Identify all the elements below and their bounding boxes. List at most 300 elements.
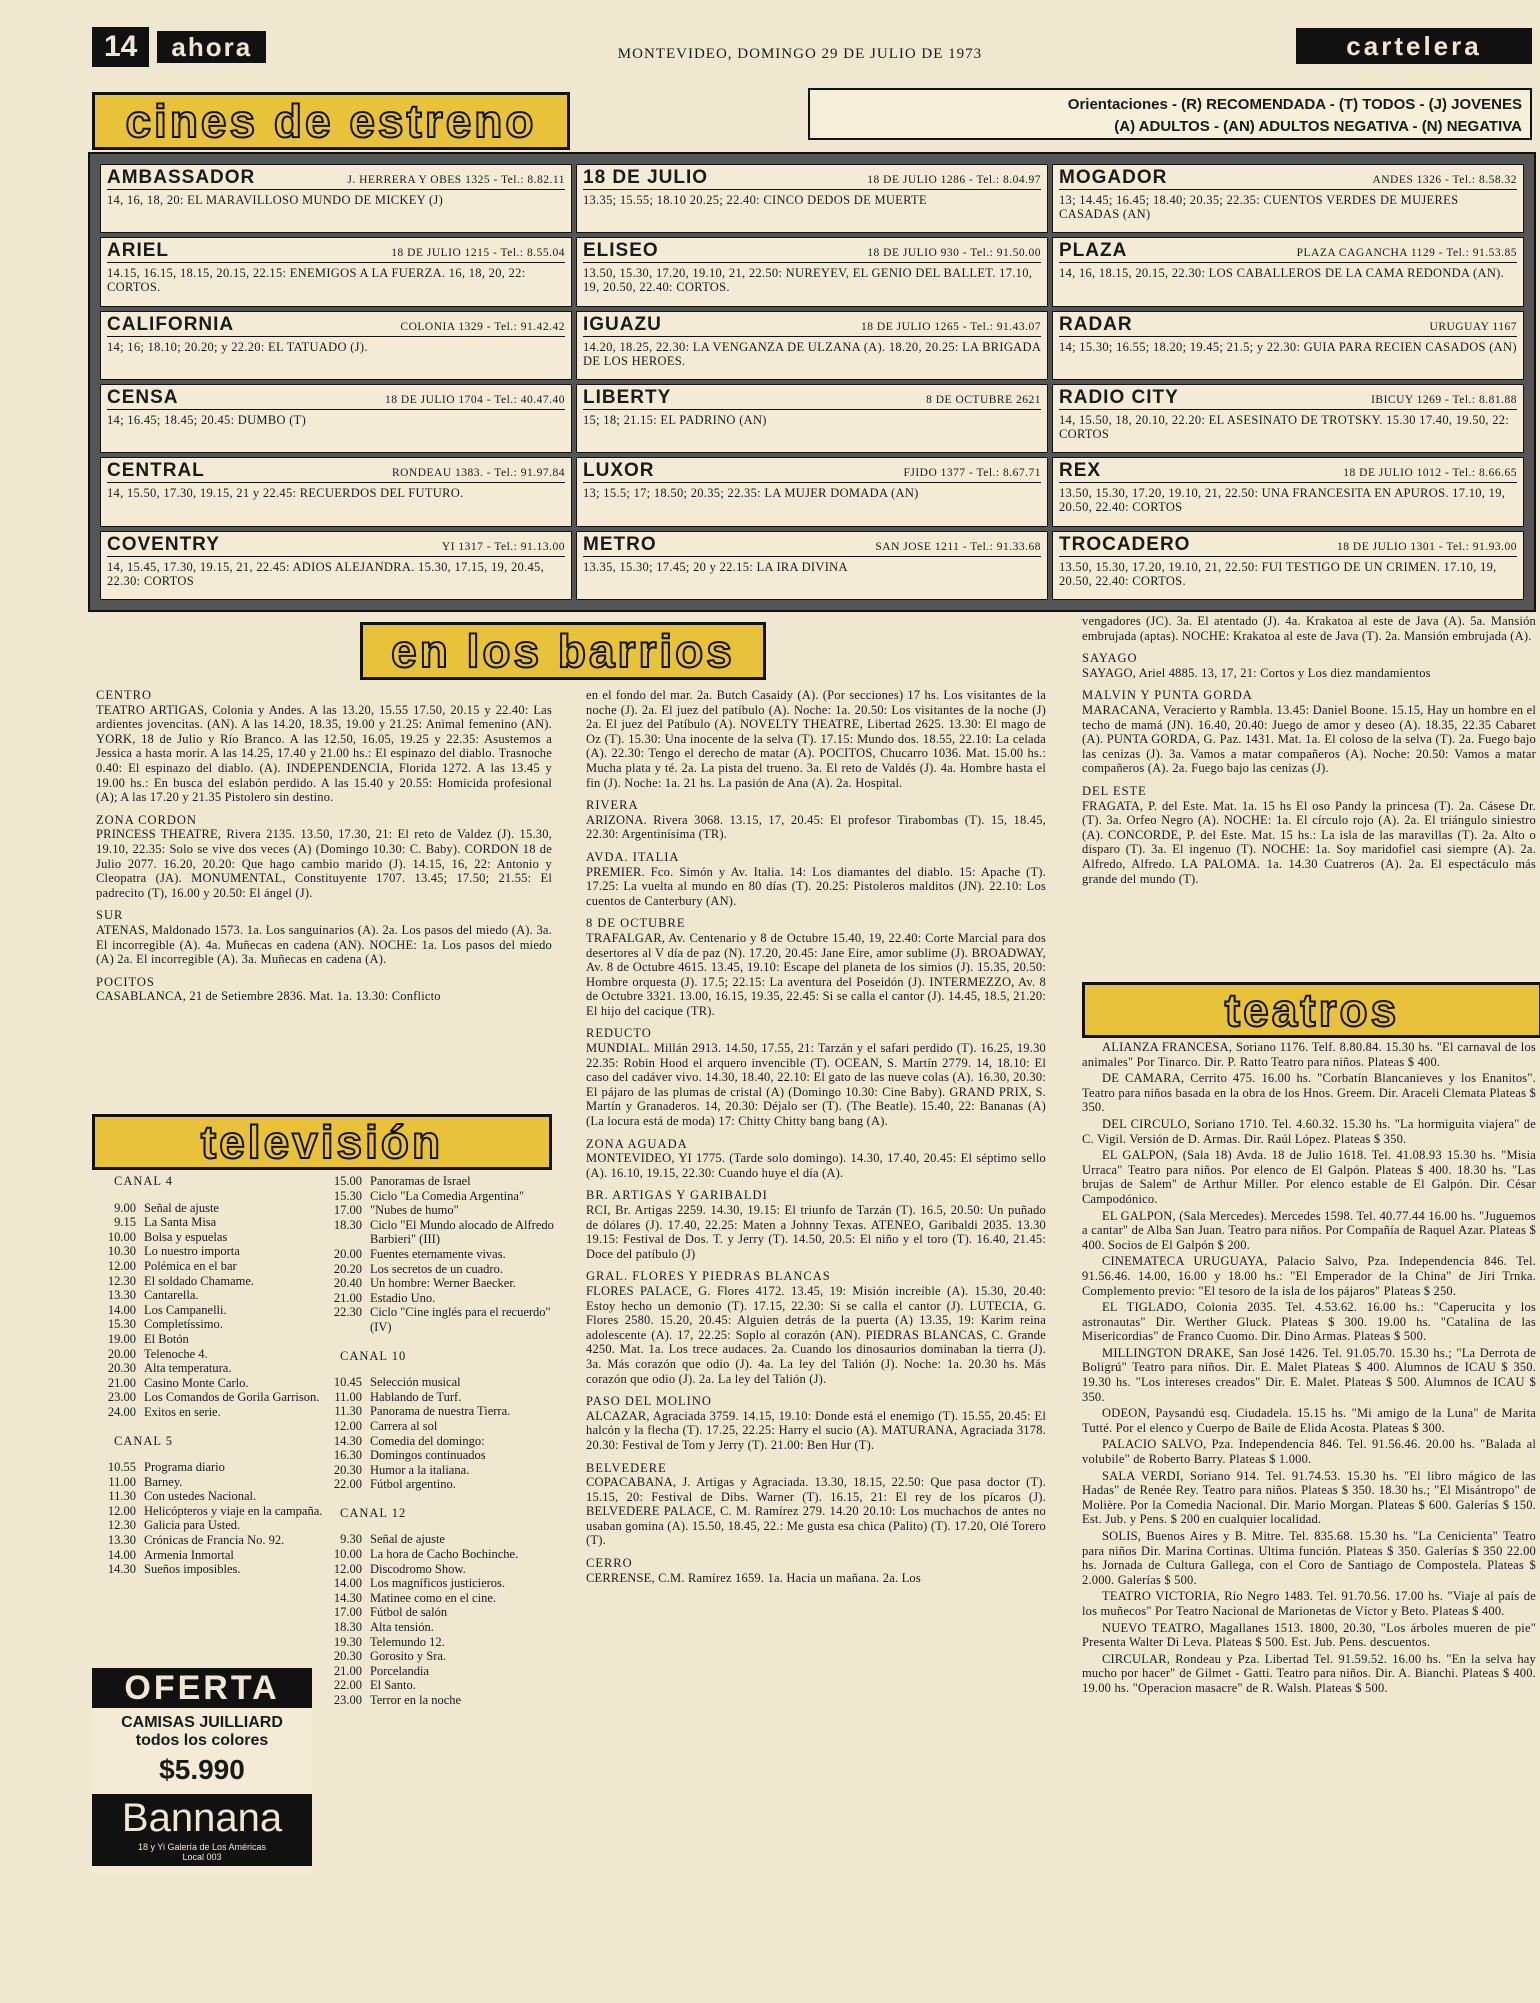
program-time: 17.00 — [333, 1605, 362, 1620]
program-row — [318, 1448, 560, 1463]
cinema-address: ANDES 1326 - Tel.: 8.58.32 — [1372, 174, 1517, 186]
program-row — [92, 1475, 328, 1490]
channel-name: CANAL 5 — [114, 1433, 173, 1448]
cinema-name: CALIFORNIA — [107, 313, 235, 335]
cinema-entry — [1052, 384, 1524, 453]
program-row — [92, 1347, 328, 1362]
theatre-entry: NUEVO TEATRO, Magallanes 1513. 1800, 20.30, "Los árboles mueren de pie" Presenta Walter Di Leva. Plateas $ 500. Est. Jub. Pens. descuentos. — [1082, 1620, 1536, 1650]
cinema-name: ELISEO — [583, 240, 659, 262]
program-title: Armenia Inmortal — [144, 1547, 234, 1562]
cinema-header — [1059, 240, 1517, 263]
program-title: Crónicas de Francia No. 92. — [144, 1533, 285, 1548]
theatre-entry: CINEMATECA URUGUAYA, Palacio Salvo, Pza. Independencia 846. Tel. 91.56.46. 14.00, 16.00 y 18.00 hs.: "El Emperador de la China" de Jiri Trnka. Complemento previo: "El tesoro de la isla de los pájaros" Plateas $ 250. — [1082, 1254, 1536, 1298]
channel-name: CANAL 12 — [340, 1505, 407, 1520]
barrio-listing: MONTEVIDEO, YI 1775. (Tarde solo domingo). 14.30, 17.40, 20.45: El séptimo sello (A). 16.10, 19.15, 22.30: Cuando huye el día (A). — [586, 1151, 1046, 1180]
program-title: Alta tensión. — [370, 1620, 434, 1635]
program-time: 14.30 — [107, 1562, 136, 1577]
program-title: Ciclo "El Mundo alocado de Alfredo Barbieri" (III) — [370, 1217, 554, 1247]
program-row — [318, 1649, 560, 1664]
program-time: 19.30 — [333, 1634, 362, 1649]
program-time: 11.00 — [108, 1474, 136, 1489]
program-row — [92, 1201, 328, 1216]
program-row — [318, 1390, 560, 1405]
cinema-header — [1059, 387, 1517, 410]
tv-title: televisión — [200, 1116, 444, 1168]
program-row — [92, 1390, 328, 1405]
program-title: Telenoche 4. — [144, 1346, 208, 1361]
program-row — [92, 1244, 328, 1259]
program-time: 10.55 — [107, 1460, 136, 1475]
ad-product: CAMISAS JUILLIARD — [121, 1714, 283, 1731]
cinema-header — [583, 167, 1041, 190]
barrio-listing: ARIZONA. Rivera 3068. 13.15, 17, 20.45: El profesor Tirabombas (T). 15, 18.45, 22.30: Argentinísima (TR). — [586, 812, 1046, 842]
program-title: Fútbol de salón — [370, 1605, 448, 1620]
barrio-block — [1082, 784, 1536, 886]
program-title: Exitos en serie. — [144, 1404, 221, 1419]
cinema-showtimes: 13; 15.5; 17; 18.50; 20.35; 22.35: LA MUJER DOMADA (AN) — [583, 486, 919, 501]
program-row — [318, 1576, 560, 1591]
tv-banner — [92, 1114, 552, 1170]
cinema-showtimes: 14.15, 16.15, 18.15, 20.15, 22.15: ENEMIGOS A LA FUERZA. 16, 18, 20, 22: CORTOS. — [107, 266, 526, 295]
program-title: La Santa Misa — [144, 1215, 217, 1230]
cinema-address: URUGUAY 1167 — [1429, 320, 1517, 333]
program-time: 14.00 — [107, 1302, 136, 1317]
barrios-column-3 — [1082, 614, 1536, 974]
zone-heading: POCITOS — [96, 974, 155, 989]
program-row — [92, 1303, 328, 1318]
program-title: Carrera al sol — [370, 1418, 438, 1433]
program-time: 22.00 — [333, 1678, 362, 1693]
cinema-address: 18 DE JULIO 930 - Tel.: 91.50.00 — [867, 247, 1041, 260]
program-time: 23.00 — [333, 1693, 362, 1707]
theatre-entry: EL GALPON, (Sala Mercedes). Mercedes 1598. Tel. 40.77.44 16.00 hs. "Juguemos a cantar" de Alba San Juan. Teatro para niños. Por Compañía de Raquel Azar. Plateas $ 400. Socios de El Galpón $ 200. — [1082, 1208, 1536, 1252]
barrios-banner — [360, 622, 766, 680]
program-title: Humor a la italiana. — [370, 1462, 470, 1477]
channel-spacer — [318, 1708, 560, 1722]
barrio-block — [586, 1461, 1046, 1549]
barrio-listing: MUNDIAL. Millán 2913. 14.50, 17.55, 21: Tarzán y el safari perdido (T). 16.25, 19.30 22.35: Robin Hood el arquero invencible (T). OCEAN, S. Martín 2779. 14, 18.10: El caso del cadáver vivo. 14.30, 18.40, 22.10: El gato de las nueve colas (A). 16.30, 20.30: El pájaro de las plumas de cristal (A) (Domingo 10.30: Cine Baby). GRAND PRIX, S. Martín y Granaderos. 14, 20.30: Déjalo ser (T). (The Beatle). 15.40, 22: Bananas (A) (La locura está de moda) 17: Chitty Chitty bang bang (A). — [586, 1041, 1046, 1129]
program-title: Ciclo "Cine inglés para el recuerdo" (IV) — [370, 1305, 551, 1334]
cinema-header — [1059, 534, 1517, 557]
cinema-address: FJIDO 1377 - Tel.: 8.67.71 — [903, 467, 1041, 480]
program-title: Cantarella. — [144, 1288, 199, 1303]
barrio-listing: CERRENSE, C.M. Ramírez 1659. 1a. Hacia un mañana. 2a. Los — [586, 1570, 921, 1585]
cinema-name: CENSA — [107, 387, 179, 408]
cinema-header — [583, 387, 1041, 410]
cinema-entry — [1052, 531, 1524, 600]
zone-heading: SUR — [96, 908, 124, 923]
barrios-column-1 — [96, 688, 552, 1098]
ad-brand-name: Bannana — [121, 1796, 283, 1840]
program-time: 20.00 — [107, 1346, 136, 1361]
barrio-listing: PREMIER. Fco. Simón y Av. Italia. 14: Los diamantes del diablo. 15: Apache (T). 17.25: La vuelta al mundo en 80 días (T). 20.25: Pistoleros malditos (JN). 22.10: Los cuentos de Canterbury (AN). — [586, 864, 1046, 908]
program-time: 23.00 — [107, 1390, 136, 1405]
zone-heading: BELVEDERE — [586, 1460, 667, 1475]
program-time: 12.00 — [107, 1258, 136, 1273]
program-time: 11.30 — [108, 1489, 136, 1504]
newspaper-name: ahora — [157, 31, 266, 63]
program-row — [318, 1678, 560, 1693]
zone-heading: ZONA CORDON — [96, 812, 197, 827]
cinema-header — [107, 167, 565, 190]
barrio-block — [586, 1394, 1046, 1452]
program-row — [92, 1548, 328, 1563]
barrio-listing: PRINCESS THEATRE, Rivera 2135. 13.50, 17.30, 21: El reto de Valdez (J). 15.30, 19.10, 22.35: Solo se vive dos veces (A) (Domingo 10.30: C. Baby). CORDON 18 de Julio 2077. 16.20, 20.20: Que hago cambio marido (J). 14.15, 16, 22: Antonio y Cleopatra (JA). MONUMENTAL, Constituyente 1707. 13.45; 17.50; 21.55: El padrecito (T), 16.00 y 20.50: El ángel (J). — [96, 827, 552, 900]
cinema-header — [107, 314, 565, 337]
program-time: 20.30 — [107, 1361, 136, 1376]
program-time: 9.15 — [114, 1215, 136, 1230]
program-row — [318, 1562, 560, 1577]
cinema-showtimes: 14, 15.50, 17.30, 19.15, 21 y 22.45: RECUERDOS DEL FUTURO. — [107, 486, 464, 501]
page-number: 14 — [92, 27, 149, 67]
program-time: 11.30 — [334, 1404, 362, 1419]
barrio-block — [586, 1556, 1046, 1585]
program-title: Completíssimo. — [144, 1317, 223, 1332]
program-title: Panoramas de Israel — [370, 1174, 471, 1188]
zone-heading: AVDA. ITALIA — [586, 849, 680, 864]
program-title: Polémica en el bar — [144, 1258, 237, 1273]
program-row — [318, 1620, 560, 1635]
program-title: Telemundo 12. — [370, 1634, 445, 1649]
theatre-entry: TEATRO VICTORIA, Río Negro 1483. Tel. 91.70.56. 17.00 hs. "Viaje al país de los muñecos" Por Teatro Nacional de Marionetas de Víctor y Beto. Plateas $ 400. — [1082, 1589, 1536, 1618]
theatre-entry: PALACIO SALVO, Pza. Independencia 846. Tel. 91.56.46. 20.00 hs. "Balada al volubile" de Roberto Barry. Plateas $ 1.000. — [1082, 1437, 1536, 1467]
program-title: Los Campanelli. — [144, 1302, 227, 1317]
barrio-listing: ALCAZAR, Agraciada 3759. 14.15, 19.10: Donde está el enemigo (T). 15.55, 20.45: El halcón y la flecha (T). 17.25, 22.25: Harry el sucio (A). MATURANA, Agraciada 3178. 20.30: Festival de Tom y Jerry (T). 21.00: Ben Hur (T). — [586, 1408, 1046, 1452]
theatre-entry: ALIANZA FRANCESA, Soriano 1176. Telf. 8.80.84. 15.30 hs. "El carnaval de los animales" Por Tinarco. Dir. P. Ratto Teatro para niños. Plateas $ 400. — [1082, 1040, 1536, 1069]
cinema-header — [107, 534, 565, 557]
program-title: Helicópteros y viaje en la campaña. — [144, 1503, 323, 1518]
cinema-name: RADIO CITY — [1059, 387, 1179, 408]
orientation-legend — [808, 88, 1532, 140]
cinema-entry — [576, 237, 1048, 306]
program-time: 12.00 — [333, 1418, 362, 1433]
zone-heading: ZONA AGUADA — [586, 1136, 688, 1151]
cinema-address: RONDEAU 1383. - Tel.: 91.97.84 — [391, 467, 565, 480]
cinema-header — [1059, 314, 1517, 337]
zone-heading: RIVERA — [586, 798, 639, 813]
cinema-entry — [100, 384, 572, 453]
program-title: Selección musical — [370, 1375, 461, 1390]
barrio-listing: vengadores (JC). 3a. El atentado (J). 4a. Krakatoa al este de Java (A). 5a. Mansión embrujada (aptas). NOCHE: Krakatoa al este de Java (T). 2a. Mansión embrujada (A). — [1082, 614, 1536, 643]
cinema-showtimes: 14.20, 18.25, 22.30: LA VENGANZA DE ULZANA (A). 18.20, 20.25: LA BRIGADA DE LOS HEROES. — [583, 339, 1041, 368]
cinema-entry — [1052, 311, 1524, 380]
cinema-name: METRO — [583, 533, 657, 555]
program-time: 9.00 — [114, 1200, 136, 1215]
cinema-showtimes: 13.35, 15.30; 17.45; 20 y 22.15: LA IRA DIVINA — [583, 559, 848, 574]
program-title: El Botón — [144, 1331, 189, 1346]
cinema-entry — [100, 457, 572, 526]
cinema-showtimes: 13; 14.45; 16.45; 18.40; 20.35; 22.35: CUENTOS VERDES DE MUJERES CASADAS (AN) — [1059, 193, 1459, 221]
program-time: 14.00 — [333, 1576, 362, 1591]
cinema-address: 8 DE OCTUBRE 2621 — [926, 394, 1041, 406]
program-title: Los secretos de un cuadro. — [370, 1261, 503, 1276]
program-row — [318, 1276, 560, 1291]
cinema-address: IBICUY 1269 - Tel.: 8.81.88 — [1371, 394, 1517, 406]
cinema-showtimes: 13.50, 15.30, 17.20, 19.10, 21, 22.50: FUI TESTIGO DE UN CRIMEN. 17.10, 19, 20.50, 22.40: CORTOS. — [1059, 559, 1497, 588]
cinema-name: PLAZA — [1059, 240, 1128, 262]
barrio-block — [586, 688, 1046, 790]
program-title: Domingos continuados — [370, 1448, 486, 1463]
channel-name: CANAL 4 — [114, 1174, 173, 1188]
program-time: 10.30 — [107, 1244, 136, 1259]
cinema-address: 18 DE JULIO 1704 - Tel.: 40.47.40 — [385, 394, 565, 406]
program-time: 21.00 — [333, 1290, 362, 1305]
program-time: 13.30 — [107, 1288, 136, 1303]
cinema-address: 18 DE JULIO 1301 - Tel.: 91.93.00 — [1337, 540, 1517, 553]
program-time: 15.30 — [107, 1317, 136, 1332]
channel-spacer — [92, 1420, 328, 1434]
theatre-entry: DEL CIRCULO, Soriano 1710. Tel. 4.60.32. 15.30 hs. "La hormiguita viajera" de C. Vigil. Versión de D. Armas. Dir. Raúl López. Plateas $ 350. — [1082, 1116, 1536, 1146]
cinema-address: 18 DE JULIO 1012 - Tel.: 8.66.65 — [1343, 467, 1517, 480]
program-title: Sueños imposibles. — [144, 1562, 241, 1577]
ad-brand — [92, 1794, 312, 1866]
program-time: 15.30 — [333, 1188, 362, 1203]
program-row — [318, 1189, 560, 1204]
cinema-name: IGUAZU — [583, 313, 662, 335]
estreno-title: cines de estreno — [125, 95, 537, 147]
program-row — [92, 1317, 328, 1332]
program-time: 14.30 — [333, 1590, 362, 1605]
program-row — [92, 1332, 328, 1347]
barrio-block — [586, 850, 1046, 908]
program-row — [92, 1533, 328, 1548]
masthead-left — [92, 28, 266, 66]
orientation-line-1: Orientaciones - (R) RECOMENDADA - (T) TODOS - (J) JOVENES — [1067, 96, 1522, 113]
program-time: 14.00 — [107, 1547, 136, 1562]
program-time: 24.00 — [107, 1404, 136, 1419]
cinema-entry — [576, 457, 1048, 526]
program-title: Un hombre: Werner Baecker. — [370, 1276, 516, 1291]
barrio-listing: CASABLANCA, 21 de Setiembre 2836. Mat. 1a. 13.30: Conflicto — [96, 989, 441, 1004]
ad-address: 18 y Yi Galería de Los Américas — [137, 1842, 267, 1852]
cinema-name: MOGADOR — [1059, 167, 1168, 188]
barrio-listing: ATENAS, Maldonado 1573. 1a. Los sanguinarios (A). 2a. Los pasos del miedo (A). 3a. El incorregible (A). 4a. Muñecas en cadena (AN). NOCHE: 1a. Los pasos del miedo (A) 2a. El incorregible (A). 3a. Muñecas en cadena (A). — [96, 922, 552, 967]
ad-headline: OFERTA — [92, 1668, 312, 1708]
program-time: 15.00 — [333, 1174, 362, 1188]
program-row — [318, 1419, 560, 1434]
cinema-address: COLONIA 1329 - Tel.: 91.42.42 — [400, 320, 565, 333]
cinema-address: 18 DE JULIO 1265 - Tel.: 91.43.07 — [861, 320, 1041, 333]
cinema-entry — [1052, 237, 1524, 306]
program-row — [318, 1477, 560, 1492]
zone-heading: GRAL. FLORES Y PIEDRAS BLANCAS — [586, 1269, 831, 1284]
teatros-listings — [1082, 1040, 1536, 1880]
barrio-block — [586, 1137, 1046, 1181]
cinema-showtimes: 14; 16; 18.10; 20.20; y 22.20: EL TATUADO (J). — [107, 339, 368, 354]
cinema-address: 18 DE JULIO 1215 - Tel.: 8.55.04 — [391, 247, 565, 260]
tv-column-right — [318, 1174, 560, 1874]
program-time: 9.30 — [340, 1532, 362, 1547]
program-title: Panorama de nuestra Tierra. — [370, 1404, 511, 1419]
barrio-block — [96, 975, 552, 1004]
program-row — [318, 1635, 560, 1650]
barrio-block — [96, 813, 552, 901]
program-time: 16.30 — [333, 1448, 362, 1463]
cinema-name: TROCADERO — [1059, 533, 1191, 555]
zone-heading: REDUCTO — [586, 1026, 652, 1041]
program-row — [318, 1404, 560, 1419]
program-time: 10.00 — [333, 1547, 362, 1562]
barrio-listing: FRAGATA, P. del Este. Mat. 1a. 15 hs El oso Pandy la princesa (T). 2a. Cásese Dr. (T). 3a. Orfeo Negro (A). NOCHE: 1a. El círculo rojo (A). 2a. El triángulo siniestro (A). CONCORDE, P. del Este. Mat. 15 hs.: La isla de las maravillas (T). 2a. Alto o disparo (T). 3a. El ingenuo (T). NOCHE: 1a. Soy maridofiel casi siempre (A). 2a. Alfredo, Alfredo. LA PALOMA. 1a. 14.30 Cuatreros (A). 2a. El espectáculo más grande del mundo (T). — [1082, 798, 1536, 886]
program-title: Lo nuestro importa — [144, 1244, 240, 1259]
barrio-listing: TRAFALGAR, Av. Centenario y 8 de Octubre 15.40, 19, 22.40: Corte Marcial para dos desertores al V día de paz (N). 17.20, 20.45: Jane Eire, amor sublime (J). BROADWAY, Av. 8 de Octubre 4615. 13.45, 19.10: Escape del planeta de los simios (J). 15.35, 20.50: Hombre orquesta (J). 17.5; 22.15: La aventura del Poseidón (J). INTERMEZZO, Av. 8 de Octubre 3321. 13.00, 16.15, 19.35, 22.45: Si se calla el cantor (J). 14.45, 18.5, 21.20: El hijo del cacique (TR). — [586, 930, 1046, 1018]
barrio-listing: COPACABANA, J. Artigas y Agraciada. 13.30, 18.15, 22.50: Que pasa doctor (T). 15.15, 20: Festival de Dibs. Warner (T). 16.15, 21: El rey de los pícaros (J). BELVEDERE PALACE, C. M. Ramírez 279. 14.20 20.10: Los muchachos de antes no usaban gomina (A). 15.50, 18.45, 22.: Me gusta esa chica (Palito) (T). 17.20, Olé Torero (T). — [586, 1475, 1046, 1548]
program-title: Con ustedes Nacional. — [144, 1489, 257, 1504]
program-row — [318, 1291, 560, 1306]
program-row — [92, 1361, 328, 1376]
cinema-header — [1059, 460, 1517, 483]
zone-heading: SAYAGO — [1082, 651, 1138, 666]
program-time: 10.45 — [333, 1375, 362, 1390]
program-title: El soldado Chamame. — [144, 1273, 255, 1288]
program-title: "Nubes de humo" — [370, 1203, 459, 1218]
program-time: 22.00 — [333, 1477, 362, 1492]
cinema-entry — [100, 531, 572, 600]
zone-heading: CERRO — [586, 1556, 633, 1571]
cinema-showtimes: 14, 16, 18.15, 20.15, 22.30: LOS CABALLEROS DE LA CAMA REDONDA (AN). — [1059, 266, 1505, 281]
cinema-header — [107, 387, 565, 410]
zone-heading: DEL ESTE — [1082, 783, 1147, 798]
cinema-address: J. HERRERA Y OBES 1325 - Tel.: 8.82.11 — [347, 174, 565, 186]
zone-heading: BR. ARTIGAS Y GARIBALDI — [586, 1188, 768, 1203]
program-row — [318, 1547, 560, 1562]
program-time: 21.00 — [107, 1375, 136, 1390]
cinema-grid — [100, 164, 1524, 600]
ad-local: Local 003 — [182, 1852, 222, 1862]
teatros-banner — [1082, 982, 1540, 1038]
program-title: Casino Monte Carlo. — [144, 1375, 249, 1390]
cinema-entry — [1052, 164, 1524, 233]
program-row — [92, 1562, 328, 1577]
program-title: Alta temperatura. — [144, 1361, 232, 1376]
zone-heading: 8 DE OCTUBRE — [586, 916, 686, 931]
cinema-name: COVENTRY — [107, 533, 220, 555]
program-time: 13.30 — [107, 1533, 136, 1548]
barrio-block — [1082, 614, 1536, 643]
theatre-entry: CIRCULAR, Rondeau y Pza. Libertad Tel. 91.59.52. 16.00 hs. "En la selva hay mucho por hacer" de Gilmet - Gatti. Teatro para niños. Dir. A. Bianchi. Plateas $ 400. 19.00 hs. "Operacion masacre" de R. Walsh. Plateas $ 500. — [1082, 1651, 1536, 1695]
cinema-name: CENTRAL — [107, 460, 205, 482]
program-row — [92, 1274, 328, 1289]
program-title: Señal de ajuste — [370, 1532, 445, 1547]
cinema-header — [583, 534, 1041, 557]
channel-spacer — [318, 1492, 560, 1506]
channel-spacer — [318, 1335, 560, 1349]
cinema-showtimes: 15; 18; 21.15: EL PADRINO (AN) — [583, 413, 767, 427]
cinema-showtimes: 14; 16.45; 18.45; 20.45: DUMBO (T) — [107, 413, 307, 427]
program-row — [318, 1591, 560, 1606]
barrio-block — [586, 1026, 1046, 1128]
program-row — [318, 1375, 560, 1390]
program-time: 12.30 — [107, 1273, 136, 1288]
cinema-showtimes: 14, 16, 18, 20: EL MARAVILLOSO MUNDO DE MICKEY (J) — [107, 193, 444, 207]
cinema-name: LUXOR — [583, 460, 655, 482]
program-title: Matinee como en el cine. — [370, 1590, 496, 1605]
program-title: Fuentes eternamente vivas. — [370, 1246, 506, 1261]
theatre-entry: SALA VERDI, Soriano 914. Tel. 91.74.53. 15.30 hs. "El libro mágico de las Hadas" de Renée Rey. Teatro para niños. Plateas $ 350. 18.30 hs.; "El Misántropo" de Molière. Por la Comedia Nacional. Dir. Mario Morgan. Plateas $ 600. Galerías $ 150. Est. Jub. y Pens. $ 200 en cualquier localidad. — [1082, 1468, 1536, 1527]
cinema-header — [107, 240, 565, 263]
barrio-block — [586, 798, 1046, 842]
program-title: Señal de ajuste — [144, 1200, 219, 1215]
zone-heading: CENTRO — [96, 688, 152, 702]
cinema-name: LIBERTY — [583, 387, 672, 408]
program-time: 21.00 — [333, 1663, 362, 1678]
barrio-block — [1082, 651, 1536, 680]
cinema-entry — [100, 311, 572, 380]
program-time: 14.30 — [333, 1433, 362, 1448]
program-time: 20.30 — [333, 1649, 362, 1664]
program-title: Los Comandos de Gorila Garrison. — [144, 1390, 320, 1405]
program-time: 20.00 — [333, 1246, 362, 1261]
program-title: El Santo. — [370, 1678, 416, 1693]
program-row — [318, 1174, 560, 1189]
program-row — [92, 1215, 328, 1230]
cinema-entry — [576, 311, 1048, 380]
estreno-banner — [92, 92, 570, 150]
cinema-header — [583, 460, 1041, 483]
cinema-address: 18 DE JULIO 1286 - Tel.: 8.04.97 — [867, 174, 1041, 186]
program-row — [92, 1376, 328, 1391]
program-title: Bolsa y espuelas — [144, 1229, 228, 1244]
program-row — [92, 1460, 328, 1475]
teatros-title: teatros — [1224, 984, 1400, 1036]
program-time: 18.30 — [333, 1217, 362, 1232]
program-row — [318, 1203, 560, 1218]
program-row — [318, 1693, 560, 1708]
barrios-column-2 — [586, 688, 1046, 1868]
cinema-entry — [576, 384, 1048, 453]
program-title: Fútbol argentino. — [370, 1477, 456, 1492]
program-time: 22.30 — [333, 1305, 362, 1320]
program-time: 10.00 — [107, 1229, 136, 1244]
program-row — [318, 1532, 560, 1547]
estreno-listings — [88, 152, 1536, 612]
program-row — [92, 1259, 328, 1274]
cinema-header — [107, 460, 565, 483]
program-time: 20.30 — [333, 1462, 362, 1477]
cinema-showtimes: 14, 15.45, 17.30, 19.15, 21, 22.45: ADIOS ALEJANDRA. 15.30, 17.15, 19, 20.45, 22.30: CORTOS — [107, 559, 544, 588]
program-title: Estadio Uno. — [370, 1290, 436, 1305]
cinema-entry — [100, 164, 572, 233]
program-title: Programa diario — [144, 1460, 225, 1475]
program-row — [318, 1664, 560, 1679]
cinema-address: PLAZA CAGANCHA 1129 - Tel.: 91.53.85 — [1296, 247, 1517, 260]
theatre-entry: EL TIGLADO, Colonia 2035. Tel. 4.53.62. 16.00 hs.: "Caperucita y los astronautas" Dir. Werther Gluck. Plateas $ 300. 19.00 hs. "Catalina de las Misericordias" de Franco Cuomo. Dir. Dino Armas. Plateas $ 500. — [1082, 1300, 1536, 1344]
cinema-header — [583, 240, 1041, 263]
cinema-entry — [1052, 457, 1524, 526]
barrio-listing: MARACANA, Veracierto y Rambla. 13.45: Daniel Boone. 15.15, Hay un hombre en el techo de mamá (JN). 16.40, 20.40: Juego de amor y deseo (A). 18.35, 22.35 Cabaret (A). PUNTA GORDA, G. Paz. 1431. Mat. 1a. El coloso de la selva (T). 2a. Fuego bajo las cenizas (J). 3a. Vamos a matar compañeros (A). Noche: 20.50: Vamos a matar compañeros (A). 2a. Fuego bajo las cenizas (J). — [1082, 702, 1536, 776]
ad-subline: todos los colores — [135, 1732, 269, 1749]
program-row — [318, 1605, 560, 1620]
program-time: 12.30 — [107, 1518, 136, 1533]
program-title: Terror en la noche — [370, 1693, 462, 1707]
cinema-entry — [100, 237, 572, 306]
program-time: 11.00 — [334, 1389, 362, 1404]
program-row — [92, 1518, 328, 1533]
theatre-entry: EL GALPON, (Sala 18) Avda. 18 de Julio 1618. Tel. 41.08.93 15.30 hs. "Misia Urraca" Teatro para niños. Por elenco de El Galpón. Plateas $ 400. 18.30 hs. "Las brujas de Salem" de Arthur Miller. Por elenco estable de El Galpón. Dir. César Campodónico. — [1082, 1148, 1536, 1206]
program-time: 19.00 — [107, 1331, 136, 1346]
program-time: 12.00 — [107, 1503, 136, 1518]
program-row — [318, 1305, 560, 1334]
program-row — [318, 1463, 560, 1478]
orientation-line-2: (A) ADULTOS - (AN) ADULTOS NEGATIVA - (N) NEGATIVA — [1114, 118, 1522, 135]
barrio-block — [586, 1188, 1046, 1261]
program-row — [318, 1262, 560, 1277]
program-time: 20.40 — [333, 1276, 362, 1291]
ad-price: $5.990 — [159, 1754, 245, 1785]
program-title: Galicia para Usted. — [144, 1518, 241, 1533]
section-title: cartelera — [1296, 28, 1532, 64]
cinema-address: SAN JOSE 1211 - Tel.: 91.33.68 — [875, 540, 1041, 553]
